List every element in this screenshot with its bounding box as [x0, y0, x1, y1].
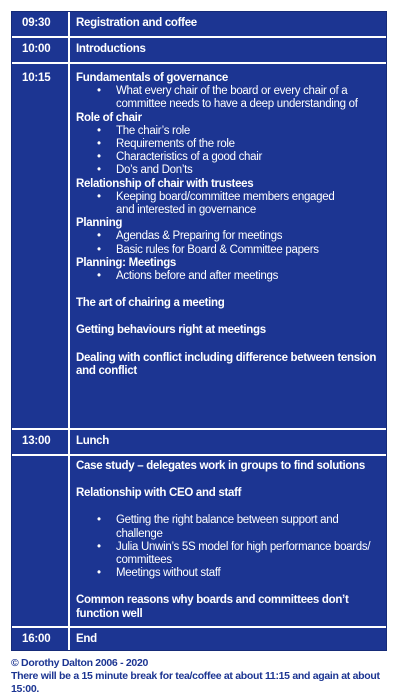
section-heading: Relationship with CEO and staff: [76, 487, 242, 500]
section-heading: Getting behaviours right at meetings: [76, 324, 266, 337]
session-title: Lunch: [76, 435, 109, 447]
time-cell: 13:00: [12, 430, 70, 454]
agenda-row: [12, 430, 386, 456]
bullet-item: • Keeping board/committee members engaged and interested in governance: [76, 191, 382, 217]
section-heading: Planning: [76, 217, 123, 230]
bullet-item: • Actions before and after meetings: [76, 270, 382, 283]
session-title: End: [76, 633, 97, 645]
copyright-text: © Dorothy Dalton 2006 - 2020: [11, 657, 149, 669]
section-heading: Fundamentals of governance: [76, 72, 228, 84]
session-content: [70, 64, 386, 428]
bullet-item: • The chair’s role: [76, 125, 382, 138]
agenda-row: [12, 628, 386, 650]
bullet-item: • Requirements of the role: [76, 138, 382, 151]
agenda-row: [12, 38, 386, 64]
section-heading: Dealing with conflict including difference between tension and conflict: [76, 351, 377, 377]
section-heading: Planning: Meetings: [76, 256, 177, 269]
agenda-row: [12, 64, 386, 430]
time-cell: 10:15: [12, 64, 70, 428]
agenda-row: [12, 12, 386, 38]
bullet-item: • What every chair of the board or every chair of a committee needs to have a deep understanding of: [76, 85, 382, 111]
bullet-item: • Characteristics of a good chair: [76, 151, 382, 164]
section-heading: Common reasons why boards and committees don’t function well: [76, 594, 349, 620]
section-heading: Case study – delegates work in groups to find solutions: [76, 460, 365, 472]
time-cell: 10:00: [12, 38, 70, 62]
bullet-item: • Julia Unwin’s 5S model for high performance boards/ committees: [76, 541, 382, 567]
session-title: Introductions: [76, 43, 146, 55]
bullet-item: • Agendas & Preparing for meetings: [76, 230, 382, 243]
session-content: [70, 456, 386, 626]
section-heading: Relationship of chair with trustees: [76, 177, 254, 190]
time-cell: 16:00: [12, 628, 70, 650]
break-note: There will be a 15 minute break for tea/coffee at about 11:15 and again at about 15:00.: [11, 670, 380, 695]
time-cell: [12, 456, 70, 626]
section-heading: The art of chairing a meeting: [76, 297, 225, 310]
footer: [11, 657, 400, 696]
bullet-item: • Basic rules for Board & Committee papers: [76, 244, 382, 257]
section-heading: Role of chair: [76, 111, 142, 124]
bullet-item: • Getting the right balance between support and challenge: [76, 514, 382, 540]
bullet-item: • Meetings without staff: [76, 567, 382, 580]
time-cell: 09:30: [12, 12, 70, 36]
agenda-table: [11, 11, 387, 651]
bullet-item: • Do’s and Don’ts: [76, 164, 382, 177]
agenda-row: [12, 456, 386, 628]
session-title: Registration and coffee: [76, 17, 197, 29]
